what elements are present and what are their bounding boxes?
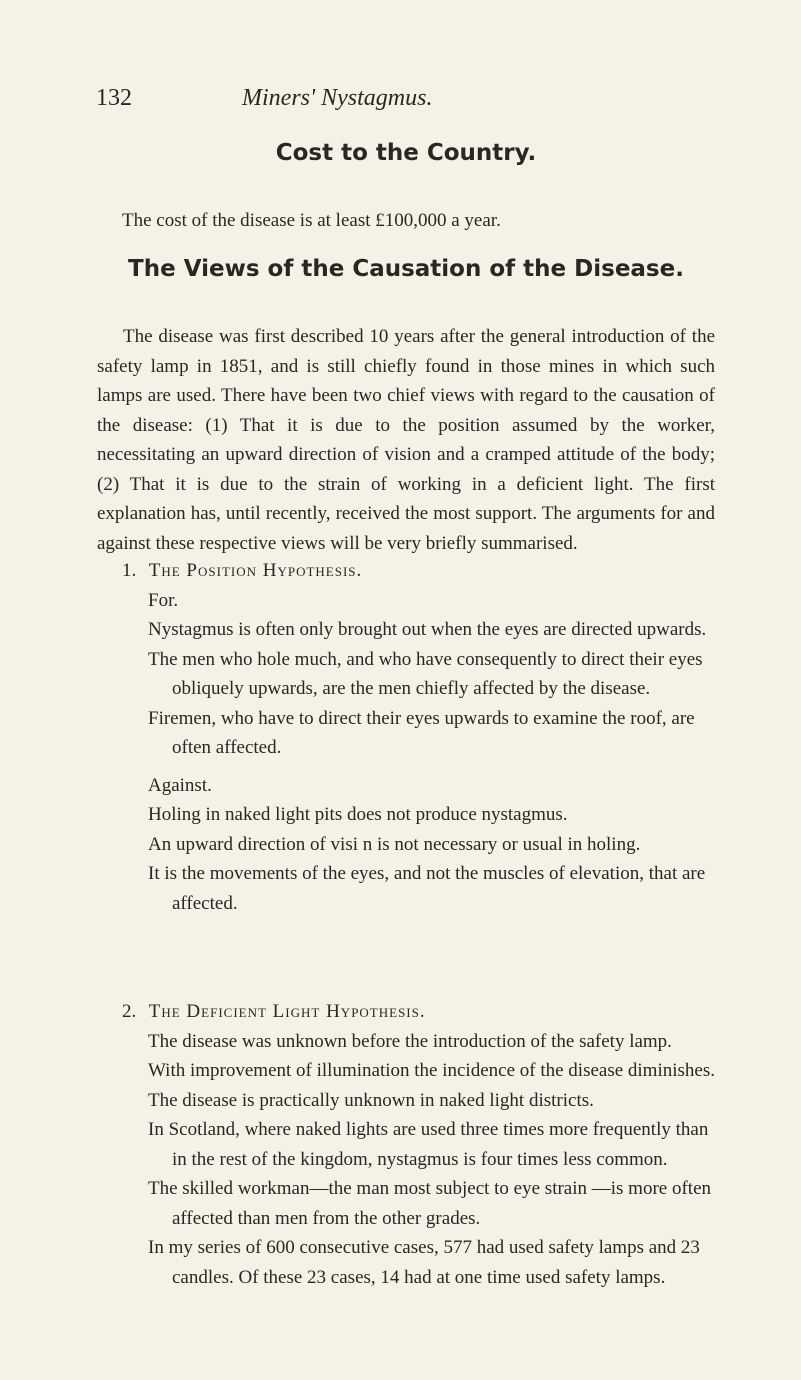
section-position-hypothesis <box>97 556 717 918</box>
against-label: Against. <box>148 774 212 796</box>
intro-paragraph: The disease was first described 10 years after the general introduction of the safety lamp in 1851, and is still chiefly found in those mines in which such lamps are used. There have been two chief views with regard to the causation of the disease: (1) That it is due to the position assumed by the worker, necessitating an upward direction of vision and a cramped attitude of the body; (2) That it is due to the strain of working in a deficient light. The first explanation has, until recently, received the most support. The arguments for and against these respective views will be very briefly summarised. <box>97 326 715 554</box>
section-1-title <box>97 556 717 586</box>
running-head <box>96 82 716 114</box>
for-item: Nystagmus is often only brought out when the eyes are directed upwards. <box>148 619 707 640</box>
section-1-heading: The Position Hypothesis. <box>148 560 363 581</box>
heading-cost-to-country: Cost to the Country. <box>275 140 537 166</box>
for-label: For. <box>148 589 179 611</box>
cost-paragraph: The cost of the disease is at least £100,000 a year. <box>122 210 501 231</box>
section-2-heading: The Deficient Light Hypothesis. <box>148 1001 426 1022</box>
deficient-light-item: The skilled workman—the man most subject to eye strain —is more often affected than men from the other grades. <box>148 1178 712 1229</box>
deficient-light-item: The disease was unknown before the introduction of the safety lamp. <box>148 1030 672 1052</box>
section-1-number: 1. <box>122 560 137 581</box>
against-item: Holing in naked light pits does not produce nystagmus. <box>148 804 568 825</box>
section-2-title <box>97 997 717 1027</box>
deficient-light-item: The disease is practically unknown in naked light districts. <box>148 1089 594 1111</box>
heading-views-of-causation: The Views of the Causation of the Disease. <box>128 256 684 282</box>
deficient-light-item: In Scotland, where naked lights are used three times more frequently than in the rest of the kingdom, nystagmus is four times less common. <box>148 1119 709 1170</box>
page-number: 132 <box>96 85 132 111</box>
section-deficient-light-hypothesis <box>97 997 717 1292</box>
for-item: The men who hole much, and who have consequently to direct their eyes obliquely upwards, are the men chiefly affected by the disease. <box>148 648 703 699</box>
against-item: An upward direction of visi n is not necessary or usual in holing. <box>148 833 641 855</box>
for-item: Firemen, who have to direct their eyes upwards to examine the roof, are often affected. <box>148 707 695 758</box>
deficient-light-item: With improvement of illumination the incidence of the disease diminishes. <box>148 1060 715 1081</box>
against-item: It is the movements of the eyes, and not the muscles of elevation, that are affected. <box>148 863 706 914</box>
section-2-number: 2. <box>122 1001 137 1022</box>
running-title: Miners' Nystagmus. <box>242 85 433 111</box>
deficient-light-item: In my series of 600 consecutive cases, 577 had used safety lamps and 23 candles. Of these 23 cases, 14 had at one time used safety lamps. <box>148 1237 700 1288</box>
